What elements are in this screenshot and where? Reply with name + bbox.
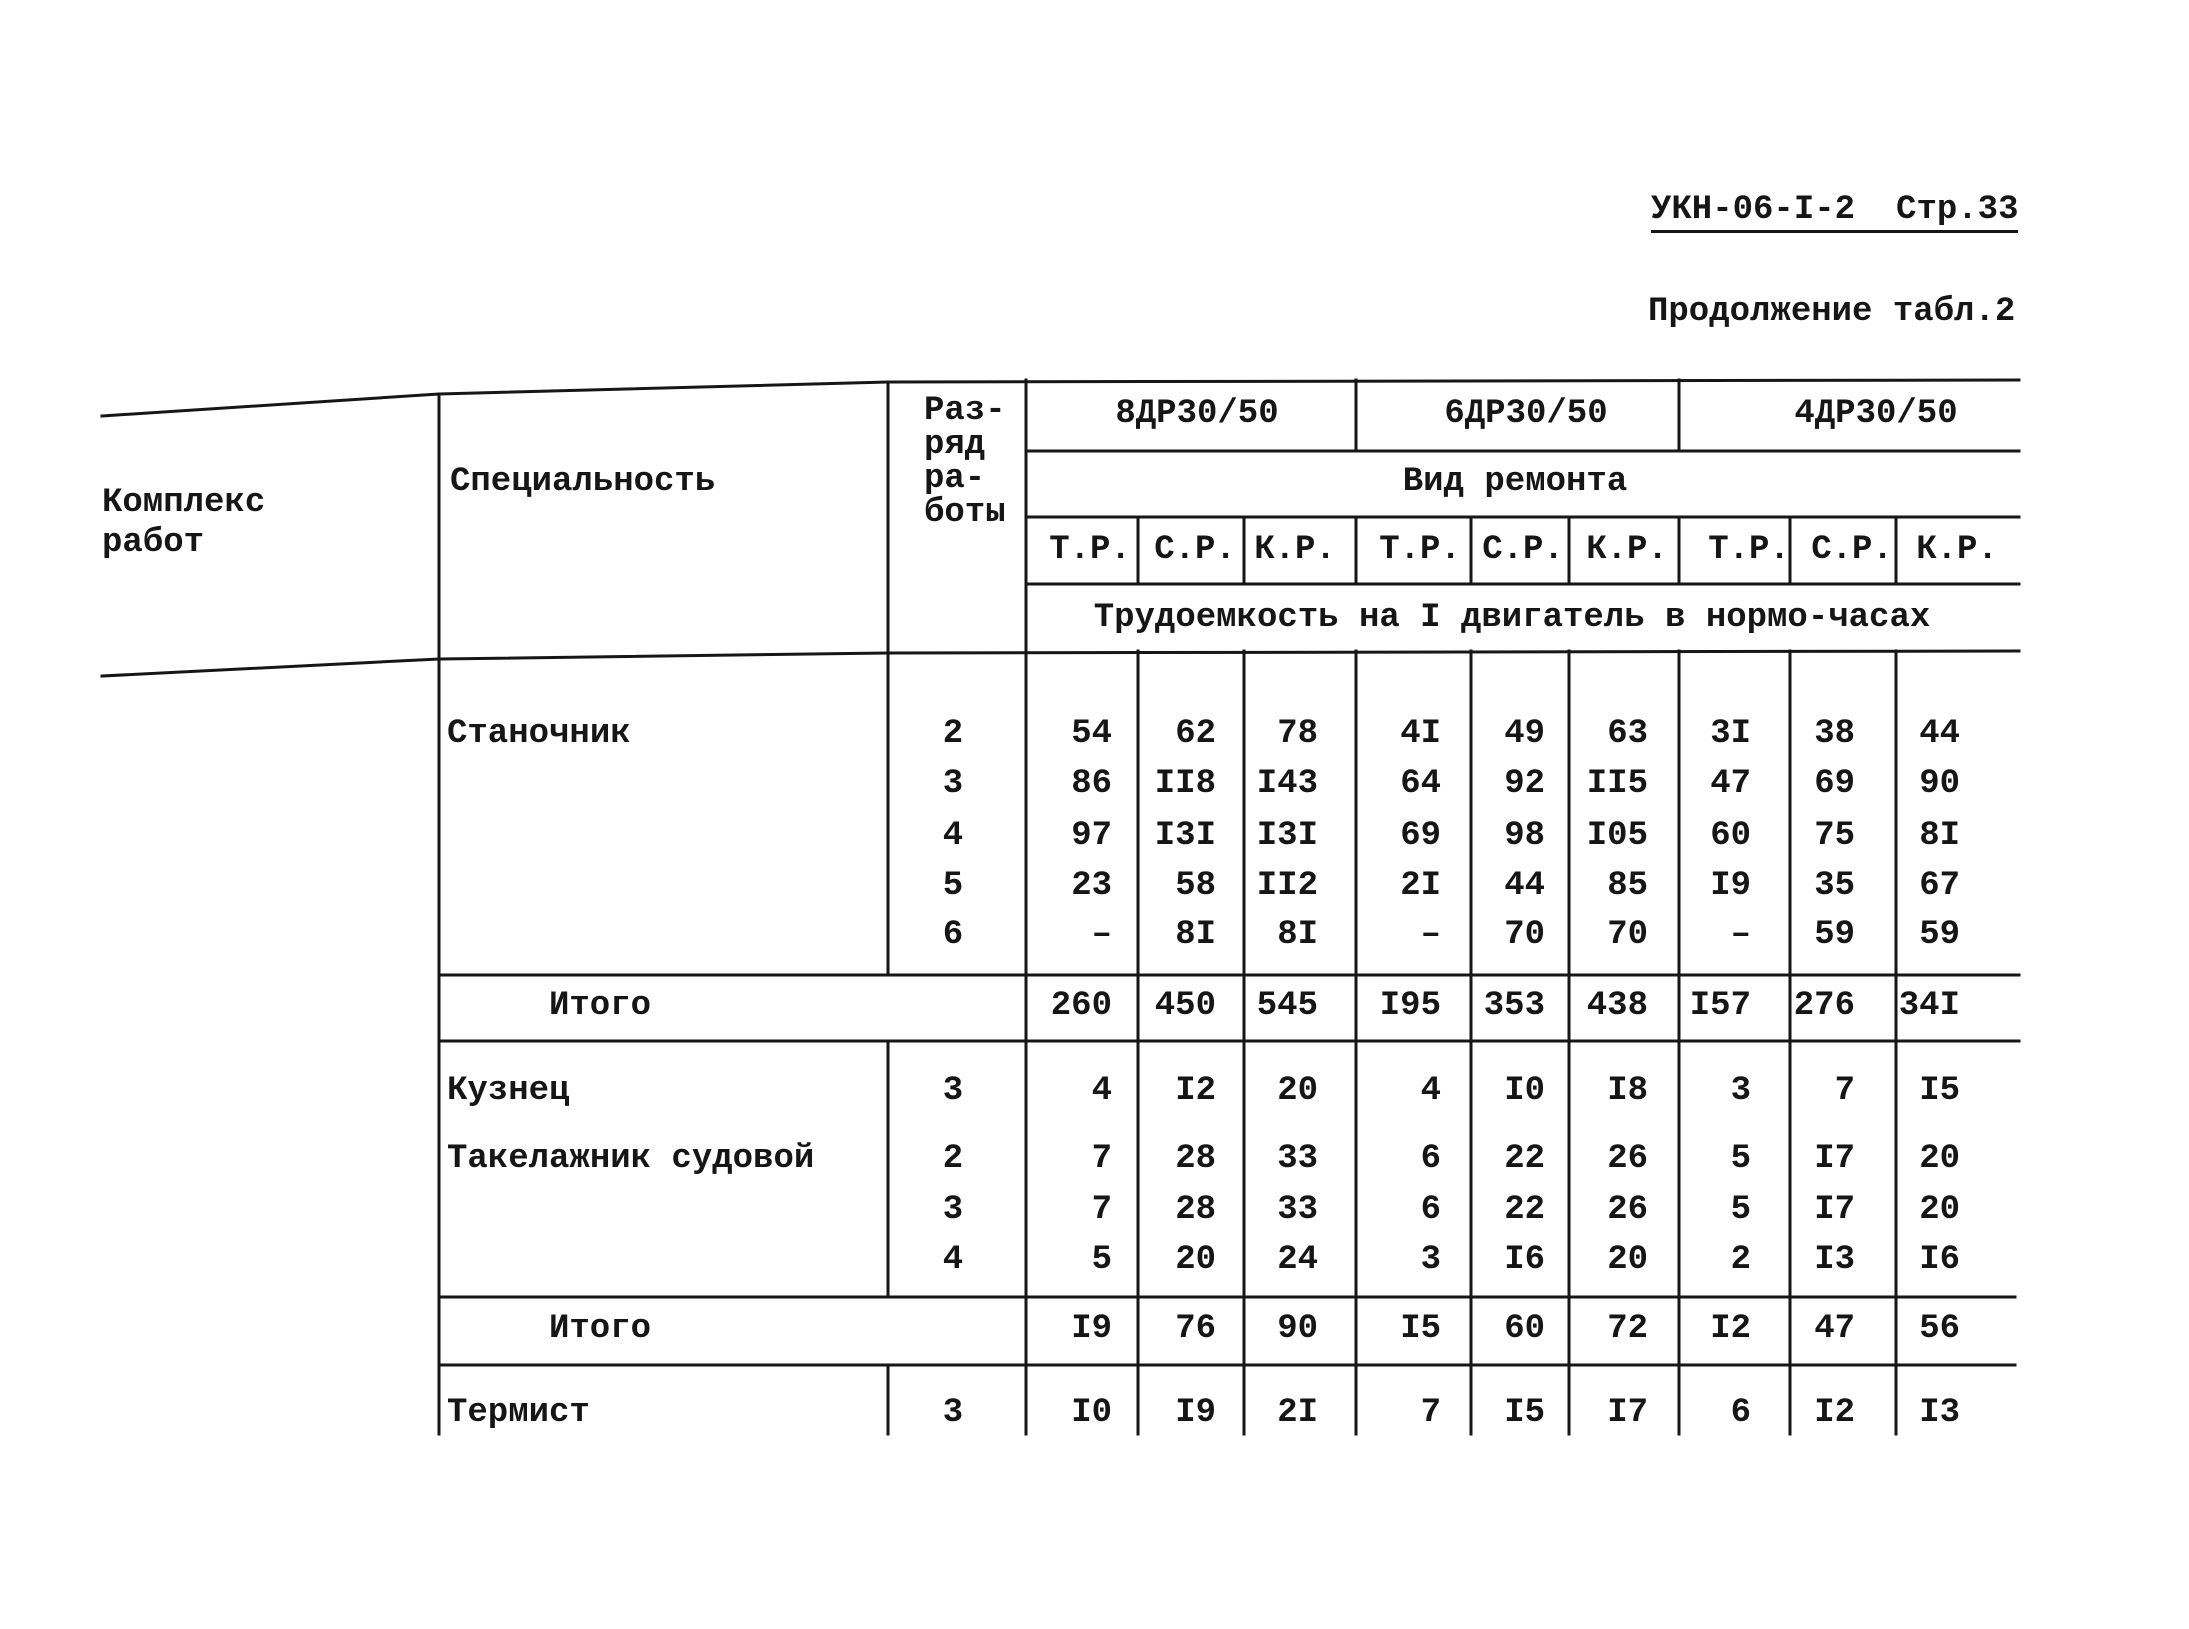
value-cell: 58 — [1175, 867, 1216, 905]
value-cell: 86 — [1071, 765, 1112, 803]
total-label: Итого — [549, 1310, 652, 1348]
value-cell: I5 — [1400, 1310, 1441, 1348]
value-cell: 76 — [1175, 1310, 1216, 1348]
value-cell: 438 — [1586, 987, 1648, 1025]
value-cell: I43 — [1256, 765, 1318, 803]
grade-cell: 2 — [942, 715, 964, 753]
value-cell: 6 — [1730, 1394, 1751, 1432]
grade-cell: 2 — [942, 1140, 964, 1178]
value-cell: 3I — [1710, 715, 1751, 753]
value-cell: 44 — [1504, 867, 1545, 905]
value-cell: 7 — [1091, 1140, 1112, 1178]
value-cell: 33 — [1277, 1191, 1318, 1229]
value-cell: I0 — [1504, 1072, 1545, 1110]
value-cell: 90 — [1277, 1310, 1318, 1348]
grade-cell: 3 — [942, 765, 964, 803]
engine-header: 8ДР30/50 — [1115, 395, 1279, 433]
value-cell: II5 — [1586, 765, 1648, 803]
value-cell: I2 — [1710, 1310, 1751, 1348]
repair-kind-header: К.Р. — [1254, 531, 1336, 569]
value-cell: 4 — [1420, 1072, 1441, 1110]
value-cell: 62 — [1175, 715, 1216, 753]
value-cell: 4 — [1091, 1072, 1112, 1110]
complex-header: Комплекс — [102, 484, 266, 522]
grade-cell: 4 — [942, 817, 964, 855]
repair-kind-header: Т.Р. — [1049, 531, 1131, 569]
value-cell: I3I — [1256, 817, 1318, 855]
value-cell: 92 — [1504, 765, 1545, 803]
specialty-cell: Такелажник судовой — [447, 1140, 815, 1178]
value-cell: I3I — [1154, 817, 1216, 855]
page-number: Стр.33 — [1896, 191, 2019, 229]
value-cell: I2 — [1814, 1394, 1855, 1432]
value-cell: 2 — [1730, 1241, 1751, 1279]
value-cell: 5 — [1730, 1191, 1751, 1229]
value-cell: 72 — [1607, 1310, 1648, 1348]
value-cell: 20 — [1919, 1140, 1960, 1178]
value-cell: II2 — [1256, 867, 1318, 905]
repair-kind-header: К.Р. — [1586, 531, 1668, 569]
repair-type-header: Вид ремонта — [1402, 463, 1628, 501]
value-cell: I0 — [1071, 1394, 1112, 1432]
grade-header: боты — [924, 494, 1006, 532]
value-cell: 4I — [1400, 715, 1441, 753]
grade-cell: 3 — [942, 1191, 964, 1229]
specialty-cell: Станочник — [447, 715, 631, 753]
grade-cell: 3 — [942, 1394, 964, 1432]
value-cell: 24 — [1277, 1241, 1318, 1279]
value-cell: 59 — [1919, 916, 1960, 954]
value-cell: 44 — [1919, 715, 1960, 753]
value-cell: 49 — [1504, 715, 1545, 753]
repair-kind-header: К.Р. — [1916, 531, 1998, 569]
value-cell: II8 — [1154, 765, 1216, 803]
value-cell: 38 — [1814, 715, 1855, 753]
header-bottom-rule — [102, 651, 2019, 676]
value-cell: 26 — [1607, 1191, 1648, 1229]
value-cell: 7 — [1420, 1394, 1441, 1432]
value-cell: 69 — [1814, 765, 1855, 803]
grade-header: Раз- — [924, 392, 1006, 430]
value-cell: 47 — [1814, 1310, 1855, 1348]
value-cell: 3 — [1420, 1241, 1441, 1279]
value-cell: 28 — [1175, 1191, 1216, 1229]
grade-cell: 4 — [942, 1241, 964, 1279]
value-cell: 2I — [1277, 1394, 1318, 1432]
value-cell: 35 — [1814, 867, 1855, 905]
value-cell: 20 — [1607, 1241, 1648, 1279]
value-cell: 20 — [1175, 1241, 1216, 1279]
repair-kind-header: С.Р. — [1811, 531, 1893, 569]
value-cell: 5 — [1730, 1140, 1751, 1178]
value-cell: 60 — [1504, 1310, 1545, 1348]
value-cell: 23 — [1071, 867, 1112, 905]
repair-kind-header: Т.Р. — [1708, 531, 1790, 569]
value-cell: 2I — [1400, 867, 1441, 905]
engine-header: 6ДР30/50 — [1444, 395, 1608, 433]
value-cell: 63 — [1607, 715, 1648, 753]
value-cell: 276 — [1793, 987, 1855, 1025]
grade-cell: 5 — [942, 867, 964, 905]
grade-header: ра- — [924, 460, 986, 498]
table-continuation-title: Продолжение табл.2 — [1648, 293, 2016, 331]
value-cell: I3 — [1814, 1241, 1855, 1279]
value-cell: 85 — [1607, 867, 1648, 905]
value-cell: I9 — [1071, 1310, 1112, 1348]
value-cell: I9 — [1175, 1394, 1216, 1432]
value-cell: 8I — [1919, 817, 1960, 855]
value-cell: – — [1730, 916, 1751, 954]
value-cell: – — [1091, 916, 1112, 954]
value-cell: 97 — [1071, 817, 1112, 855]
grade-header: ряд — [924, 426, 986, 464]
value-cell: 6 — [1420, 1140, 1441, 1178]
value-cell: 7 — [1091, 1191, 1112, 1229]
value-cell: 5 — [1091, 1241, 1112, 1279]
value-cell: 69 — [1400, 817, 1441, 855]
value-cell: – — [1420, 916, 1441, 954]
value-cell: 22 — [1504, 1191, 1545, 1229]
value-cell: 34I — [1898, 987, 1960, 1025]
document-code: УКН-06-I-2 — [1651, 191, 1856, 229]
table-top-rule — [102, 380, 2019, 416]
value-cell: 545 — [1256, 987, 1318, 1025]
grade-cell: 6 — [942, 916, 964, 954]
value-cell: 20 — [1919, 1191, 1960, 1229]
value-cell: I6 — [1504, 1241, 1545, 1279]
value-cell: 70 — [1607, 916, 1648, 954]
value-cell: 98 — [1504, 817, 1545, 855]
value-cell: 8I — [1277, 916, 1318, 954]
value-cell: 3 — [1730, 1072, 1751, 1110]
value-cell: I7 — [1814, 1140, 1855, 1178]
engine-header: 4ДР30/50 — [1794, 395, 1958, 433]
value-cell: 90 — [1919, 765, 1960, 803]
value-cell: 22 — [1504, 1140, 1545, 1178]
total-label: Итого — [549, 987, 652, 1025]
value-cell: 59 — [1814, 916, 1855, 954]
value-cell: 54 — [1071, 715, 1112, 753]
value-cell: 20 — [1277, 1072, 1318, 1110]
grade-cell: 3 — [942, 1072, 964, 1110]
value-cell: I9 — [1710, 867, 1751, 905]
value-cell: 450 — [1154, 987, 1216, 1025]
value-cell: I95 — [1379, 987, 1441, 1025]
specialty-header: Специальность — [450, 463, 716, 501]
value-cell: I7 — [1607, 1394, 1648, 1432]
value-cell: 33 — [1277, 1140, 1318, 1178]
value-cell: 78 — [1277, 715, 1318, 753]
value-cell: I2 — [1175, 1072, 1216, 1110]
specialty-cell: Кузнец — [447, 1072, 570, 1110]
repair-kind-header: С.Р. — [1482, 531, 1564, 569]
value-cell: I3 — [1919, 1394, 1960, 1432]
value-cell: I57 — [1689, 987, 1751, 1025]
value-cell: 64 — [1400, 765, 1441, 803]
value-cell: I5 — [1919, 1072, 1960, 1110]
complex-header: работ — [102, 524, 205, 562]
unit-note-header: Трудоемкость на I двигатель в нормо-часах — [1093, 599, 1931, 637]
value-cell: I5 — [1504, 1394, 1545, 1432]
value-cell: 353 — [1483, 987, 1545, 1025]
value-cell: 67 — [1919, 867, 1960, 905]
value-cell: I7 — [1814, 1191, 1855, 1229]
value-cell: 56 — [1919, 1310, 1960, 1348]
repair-kind-header: Т.Р. — [1379, 531, 1461, 569]
value-cell: 260 — [1050, 987, 1112, 1025]
value-cell: 26 — [1607, 1140, 1648, 1178]
value-cell: I6 — [1919, 1241, 1960, 1279]
value-cell: 47 — [1710, 765, 1751, 803]
value-cell: 8I — [1175, 916, 1216, 954]
value-cell: 28 — [1175, 1140, 1216, 1178]
value-cell: I05 — [1586, 817, 1648, 855]
repair-kind-header: С.Р. — [1154, 531, 1236, 569]
value-cell: 7 — [1834, 1072, 1855, 1110]
value-cell: 6 — [1420, 1191, 1441, 1229]
value-cell: 70 — [1504, 916, 1545, 954]
value-cell: 60 — [1710, 817, 1751, 855]
value-cell: 75 — [1814, 817, 1855, 855]
value-cell: I8 — [1607, 1072, 1648, 1110]
specialty-cell: Термист — [447, 1394, 590, 1432]
